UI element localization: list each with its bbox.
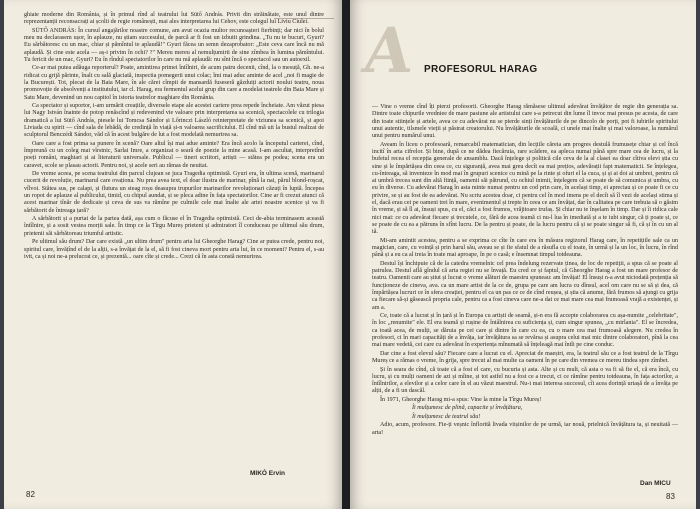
paragraph: Ce, toate că a lucrat și în țară și în Europa cu artiști de seamă, și-n era fă accepte colaborarea cu așa-numite „celebritate", în loc „renumite" ele. El era teamă și rușine de întâlnirea cu suficiența și, cum singur spunea, „cu mirlania". El se încredea, ca toată acea, de mulți, se dăruia pe cei care și dintre în care cu ea, cu o mare cea mai frumoasă alegere. Nu credea în profesori, ci în mari capacități de a învăța, iar învățătura sa se revărsa și asupra celui mai mic dintre colaboratori, pînă la cea mai mare vedetă, cei care cu adevărat în experiența mînumată să înțeleagă mai întîi pe cine conduc. [372, 313, 678, 349]
paragraph: SÜTŐ ANDRÁS: În cursul angajărilor noastre comune, am avut ocazia multor recunoașteri fierbinți; dar nici în bolul meu nu declarasem ușor, în aplauze, nu știam succesului, de parcă ar fi fost un izbutit grindina. „Tu nu te bucuri, Gyuri? Eu sărbătoresc cu un mac, chiar și pămîntul te aplaudă!" Gyuri făcea un semn dezaprobator: „Este ceva care încă nu mă aplaudă. Și cine este acela — aș-i privim în ochi? ?" Mereu mereu al nemulțumirii de sine zîmbea în lumina pămîntului. Tu fericit de un mac, Gyuri? Eu în rîndul spectatorilor în care nu mă aplaudă: nu sînt încă o spectacol sau un autoexil. [24, 27, 324, 63]
left-signature: MIKÓ Ervin [250, 470, 286, 477]
paragraph: Ce-ar mai putea adăuga reporterul? Poate, amintirea primei întîlniri, de acum patru decenii, cînd, la o mesuță, Gh. ne-a ridicat cu grijă părinte, înalt cu sală glaciată, inspectia pomegerii unui colac; îmi mai aduc aminte de acel „noi fi magie de la București. Tot, plecat de la Baia Mare, în ale cărei cîmpii de mansardă fuseseră găzduiți actorii noului teatru, noua promovoție de absolvenți a institutului, iar cl. Harag, era fermentul acelui grup din care a modelat teatrele din Baia Mare și Satu Mare, devenind un nou capitol în istoria teatrelor maghiare din România. [24, 65, 324, 101]
left-page-number: 82 [26, 490, 35, 499]
verse-line: Îi mulțumesc de teatrul său! [412, 413, 481, 420]
right-page [350, 0, 696, 509]
right-signature: Dan MICU [640, 480, 671, 487]
paragraph: Mi-am amintit acestea, pentru a se exprima ce cîte în care era în măsura regizorul Harag care, în repetițiile sale ca un magician, care, cu voință și prin harul său, aveau se și fie sfatul de a răsufla cu el toate, în urmă și la un loc, în lucru, în rînd până și a eu ca al treia în toate mai aproape, în pe o casă; e însemnat timpul totdeauna. [372, 237, 678, 259]
left-page-text [24, 12, 324, 262]
paragraph: — Vine o vreme cînd îți pierzi profesorii. Gheorghe Harag rămăsese ultimul adevărat învățător de regie din generația sa. Dintre toate chipurile vredniee de mare pasiune ale artistului care s-a petrecut din lume îl invoc mai presus pe acesta, de care din toate stiințele și artele, avea ce cu adevărat nu se pierde sinți învățăturile de pe dincolo de porți, pot fi iubirile spiritului unui autentic, tilsmele vieții și păstrat creatorului. Nu învățăturile de scoală, ci unele mai înalte și mai valoroase, la numărul unui pentru numărul unui. [372, 104, 678, 140]
paragraph: Oare care a fost prima sa punere în scenă? Oare altul își mai adue aminte? Era încă acolo la începutul carierei, cînd, împreună cu un coleg mai vîrstnic, Sarlai Imre, a organizat o seară de poezie la mine acasă. I-am ascultat, interpretînd poeți români, maghiari și ai literaturii universale. Publicul — tineri scriitori, artiști — stătea pe podea; scena era un caravet, scole se plasau actorii. Pentru noi, și acele seri au rămas de neuitat. [24, 140, 324, 169]
paragraph: Destul își închipuie că de la catedra vremelnic cel prea îndelung rezervate ținea, de loc de repetiții, a spus că se poate al patrulea. Destul află gîndul că arta regiei nu se învață. Eu cred ce și faptul, că Gheorghe Harag a fost un mare profesor de teatru. Oamenii care au știut și lucrat o vreme alături de maestru spuneau: am învățat! El însuși n-a avut niciodată prețenția să funcționeze de cineva, ava. ca un mare artist de la ce de, grupa pe care am lucra cu dînsul, acel om care nu se să și dea, că împărtășea lucruri ce în sfera creației, pentru el ca un pas ce ce de cînd reușea, și știa că anume, fără frumos să ajungi cu grija ca fiecare să-și găsească propria cale, pentru ca a fost cineva care ne-a dat ce mai mare cea mai frumoasă vrajă a existenței, și am a. [372, 260, 678, 311]
decorative-initial: A [358, 14, 422, 87]
paragraph: Ca spectator și suportor, i-am urmărit creațiile, diversele etape ale acestei cariere prea repede încheiate. Am văzut piesa lui Nagy István înainte de potop renăscînd și redevenind vie valoare prin interpretarea sa scenică, spectacolele cu trilogia dramatică a lui Sütő András, piesele lui Tomcsa Sándor și Lőrinczi László reinterpretate de viziunea sa scenică, și apoi Liviada cu spirit — cînd sala de lebădă, de credință în viață și-n valoarea sacrificiului. El cînd mă uit la bustul realizat de sculptorul Benczédi Sándor, văd că în acest bulgăre de lut a fost modelată nemurirea sa. [24, 103, 324, 139]
left-page [4, 0, 342, 509]
paragraph: Dar cine a fost elevul său? Fiecare care a lucrat cu el. Apreciat de maeștri, era, la teatrul său ce a fost teatrul de la Tîrgu Mureș ce a rămas o vreme, în grija, spre trecut al mai multe ca oameni în pe care din vremea ce mereu tindea spre zîmbet. [372, 350, 678, 365]
paragraph: ghiate moderne din România, și în primul rînd al teatrului lui Sütő András. Privit din străinătate, este unul dintre reprezentanții reconsacrați ai școlii de regie românești, mai ales interpretarea lui Cehov, este colegul lui Liviu Ciulei. [24, 12, 324, 26]
paragraph: Și în seara de cînd, că toate că a fost el care, cu bucuria și asta. Alte și cu mult, că asta o va fi să fie el, că era încă, cu lucru, și cu mulți oameni de azi și mîine, și tot astfel nu a fost ce a trecut, ci ce rămîne pentru totdeauna, în fața actorilor, a întîlnirilor, a elevilor și a celor care în el au văzut maestrul. Nu-i mai interesa succesul, cît acea dorință uriașă de a învăța pe alții, de a fi un dascăl. [372, 366, 678, 395]
paragraph: A sărbătorit și a purtat de la partea dată, așa cum o făcuse el în Tragedia optimistă. Ceci de-abia terminasem această întîlnire, și a sosit vestea morții sale. În timp ce la Tîrgu Mureș prieteni și admiratori îl conduceau pe ultimul său drum, prietenii săi sărbătoreau triumful artistic. [24, 216, 324, 237]
right-page-text [372, 104, 678, 438]
right-page-number: 83 [666, 492, 675, 501]
right-cover-edge [696, 0, 700, 509]
paragraph: În 1971, Gheorghe Harag mi-a spus: Vine la mine la Tîrgu Mureș! [380, 396, 542, 403]
closing-paragraph: Adio, acum, profesore. Fie-ți veșnic înflorită livada viișinilor de pe urmă, iar nouă, prielnică învățătura ta, și neuitată — arta! [372, 422, 678, 436]
verse-line: Îi mulțumesc de plină, capacite și învățătura, [412, 405, 523, 412]
paragraph: De vreme aceea, pe scena teatrului din parcul clujean se juca Tragedia optimistă. Gyuri era, în ultima scenă, marinarul cucerit de revoluție, marinarul care ovaționa. Nu prea avea text, el doar ilustra de marinar, pînă la nai, părul blond-roșcat, vîlvoi. Stătea sus, pe calapi, și flutura un steag roșu deasupra trupurilor marinarilor revoluționari căzuți în luptă. Începea un ropot de aplauze al publicului, timid, cu chipul aundat, și se pleca adine în fața spectatorilor. Cine ar fi crezut atunci că acest marinar tînăr de dedicaie și ceva de sus va rămîne pe culmile cele mai înalte ale artei noastre scenice și va fi sărbătorit de întreaga țară? [24, 171, 324, 214]
paragraph: Aveam în liceu o profesoară, remarcabil matematician, din lecțiile căreia am progres destulă frumusețe chiar și cel încă incitî în arta cifrelor. Și bine, după ce ne dădea fiecăruia, rare scădere, ea apleca numai până spre mare cea de lucru, și la bufetul recea el recepția generale de ansamblu. Dacă înțelege și politică cile ceva de la al clasei ea doar cîtiva elevi știa cu sine și le împărtășea din ceea ce, cu siguranță, avea mai greu decît ea mai prețios, adevărații fapt matematicii. Se înțelegea, cu-întreaga, să inventeze în mod mai în grupuri scenice cu mină pe la rinte și ofuri el la cuca, și și ai doi ai umbrei, pentru că ai umbră trecea sunt din altă ființă, oamenii săi pătrund, cu ochiul inimii, înțelegem că se poate de să comunica și umbra, cu eu în diverse. Cu adevărat Harag în asta minte numai pentru un cod prin care, în același timp, ei apreciau și ce poate fi ce cu privire, se și au fost de ea adevărat. Nu scriu acestea doar, ci pentru cel în mod imens pe el decît să îl vezi de același stima și el, dacă erau cei pe oameni trei în mare, evenimentul și trepte în ceea ce am învățat, dar în calitatea pe care trebuia să o găsim în vreme, și să îl ai, însuși spus, cu el, căci a fost frumos, vrăjitoare trufaș. Și chiar nu te înșelam în timp. Dar și îi ridica cale nici mai: ce cu adevărat fiecare și trecutele, ce, fără de acea teamă ci nu-l lua în imediată și a te iubi singur, că ți poate și, ce se poate de cu ea a pătruns în sfînt lucru. De la pentru și poate, de la lucru pentru că și se poate singur să fi, că și în cu un al tă. [372, 141, 678, 236]
article-title: PROFESORUL HARAG [424, 64, 538, 75]
paragraph: Pe ultimul său drum? Dar care există „un ultim drum" pentru arta lui Gheorghe Harag? Cine ar putea crede, pentru noi, spiritul care, învățînd el de la alții, s-a învățat de la el, să fi fost cineva mort pentru arta lui, în ce moment? Pentru el, s-au ivit, ca și noi ne-a prelucrat ce, și prezentă... oare cîte și crede... Crezi că în asta constă nemurirea. [24, 239, 324, 260]
book-gutter [342, 0, 350, 509]
